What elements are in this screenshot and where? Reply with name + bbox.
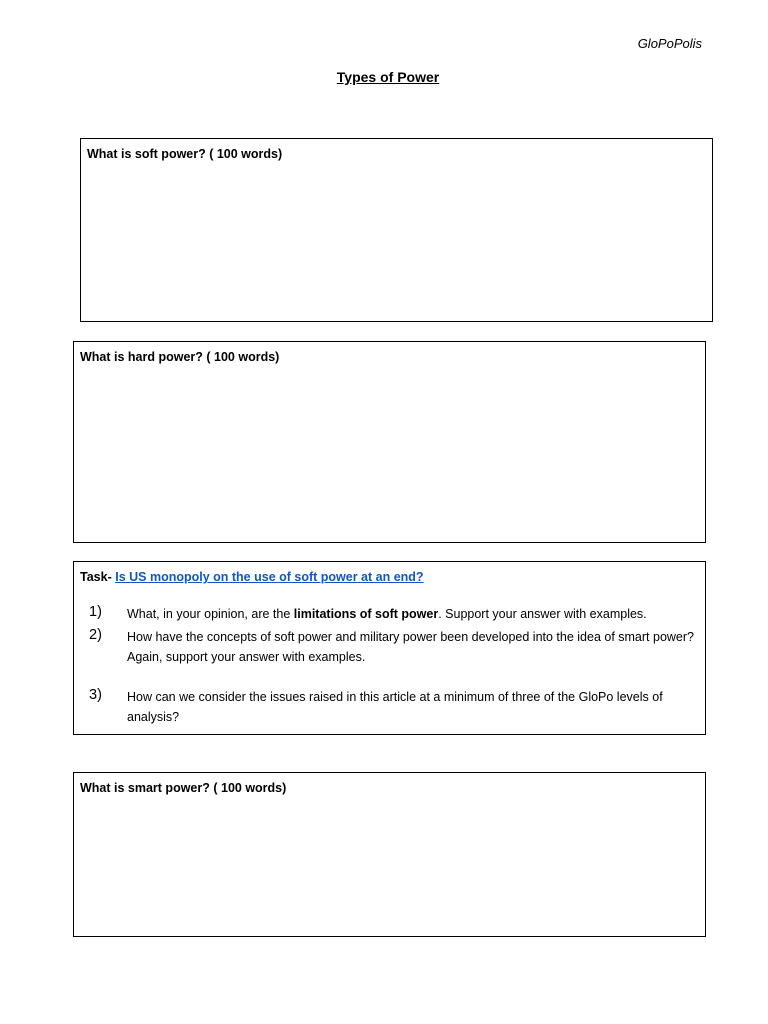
question-number: 2) bbox=[89, 627, 102, 643]
smart-power-answer-box[interactable] bbox=[73, 772, 706, 937]
question-text: How have the concepts of soft power and military power been developed into the idea of smart power? Again, support your answer with examples. bbox=[127, 630, 694, 664]
question-number: 3) bbox=[89, 687, 102, 703]
soft-power-answer-box[interactable] bbox=[80, 138, 713, 322]
question-text bbox=[127, 604, 695, 624]
question-number: 1) bbox=[89, 604, 102, 620]
task-prefix: Task- bbox=[80, 570, 112, 584]
page-title: Types of Power bbox=[336, 69, 440, 85]
question-text-part: What, in your opinion, are the bbox=[127, 607, 294, 621]
question-text-part: . Support your answer with examples. bbox=[438, 607, 647, 621]
task-box bbox=[73, 561, 706, 735]
task-heading bbox=[80, 570, 424, 584]
org-name: GloPoPolis bbox=[637, 36, 702, 51]
soft-power-question: What is soft power? ( 100 words) bbox=[87, 147, 283, 161]
hard-power-question: What is hard power? ( 100 words) bbox=[80, 350, 280, 364]
article-link[interactable]: Is US monopoly on the use of soft power at an end? bbox=[115, 570, 424, 584]
question-emphasis: limitations of soft power bbox=[293, 607, 439, 621]
smart-power-question: What is smart power? ( 100 words) bbox=[80, 781, 287, 795]
hard-power-answer-box[interactable] bbox=[73, 341, 706, 543]
question-text: How can we consider the issues raised in this article at a minimum of three of the GloPo levels of analysis? bbox=[127, 690, 663, 724]
